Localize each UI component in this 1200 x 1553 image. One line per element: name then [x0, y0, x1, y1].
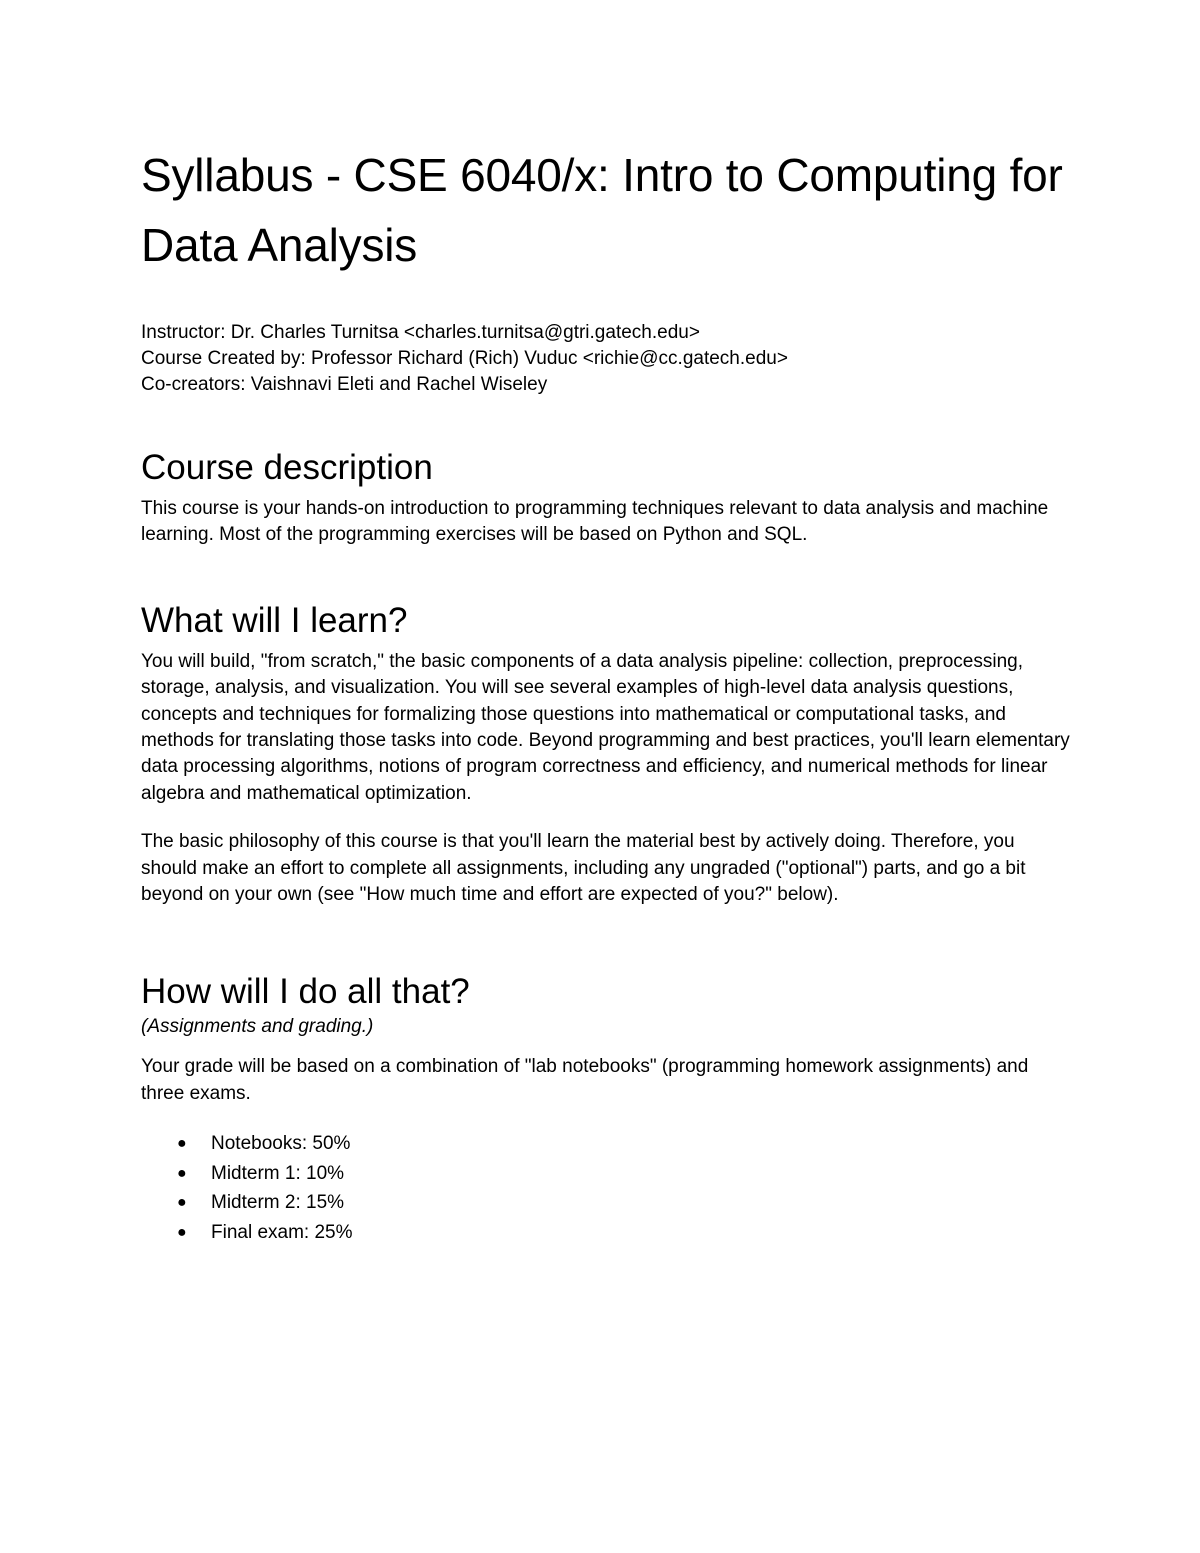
instructor-line: Instructor: Dr. Charles Turnitsa <charles.turnitsa@gtri.gatech.edu> — [141, 322, 700, 343]
list-item — [177, 1218, 1071, 1248]
created-by-line: Course Created by: Professor Richard (Rich) Vuduc <richie@cc.gatech.edu> — [141, 348, 788, 369]
list-item — [177, 1188, 1071, 1218]
document-page — [141, 140, 1071, 1247]
grade-item-label: Notebooks: 50% — [211, 1133, 351, 1155]
bullet-icon: ● — [177, 1164, 187, 1182]
co-creators-line: Co-creators: Vaishnavi Eleti and Rachel Wiseley — [141, 374, 548, 395]
list-item — [177, 1159, 1071, 1189]
bullet-icon: ● — [177, 1194, 187, 1212]
document-title: Syllabus - CSE 6040/x: Intro to Computing for Data Analysis — [141, 149, 1063, 271]
learn-paragraph-2: The basic philosophy of this course is that you'll learn the material best by actively doing. Therefore, you should make an effort to complete all assignments, including any ungraded ("optional") parts, and go a bit beyond on your own (see "How much time and effort are expected of you?" below). — [141, 831, 1026, 906]
assignments-grading-subtitle: (Assignments and grading.) — [141, 1016, 374, 1038]
grade-item-label: Midterm 1: 10% — [211, 1162, 345, 1184]
grade-item-label: Midterm 2: 15% — [211, 1192, 345, 1214]
course-description-section — [141, 446, 1071, 549]
what-will-i-learn-heading: What will I learn? — [141, 600, 408, 640]
what-will-i-learn-section — [141, 599, 1071, 909]
list-item — [177, 1129, 1071, 1159]
course-meta — [141, 320, 1071, 398]
course-description-heading: Course description — [141, 448, 433, 487]
how-will-i-do-heading: How will I do all that? — [141, 972, 470, 1012]
grade-breakdown-list — [141, 1129, 1071, 1247]
learn-paragraph-1: You will build, "from scratch," the basic components of a data analysis pipeline: collection, preprocessing, storage, analysis, and visualization. You will see several examples of high-level data analysis questions, concepts and techniques for formalizing those questions into mathematical or computational tasks, and methods for translating those tasks into code. Beyond programming and best practices, you'll learn elementary data processing algorithms, notions of program correctness and efficiency, and numerical methods for linear algebra and mathematical optimization. — [141, 650, 1070, 804]
bullet-icon: ● — [177, 1135, 187, 1153]
grading-intro-text: Your grade will be based on a combination of "lab notebooks" (programming homework assignments) and three exams. — [141, 1056, 1029, 1104]
course-description-text: This course is your hands-on introduction to programming techniques relevant to data analysis and machine learning. Most of the programming exercises will be based on Python and SQL. — [141, 498, 1049, 546]
how-will-i-do-section — [141, 970, 1071, 1247]
bullet-icon: ● — [177, 1223, 187, 1241]
grade-item-label: Final exam: 25% — [211, 1221, 353, 1243]
